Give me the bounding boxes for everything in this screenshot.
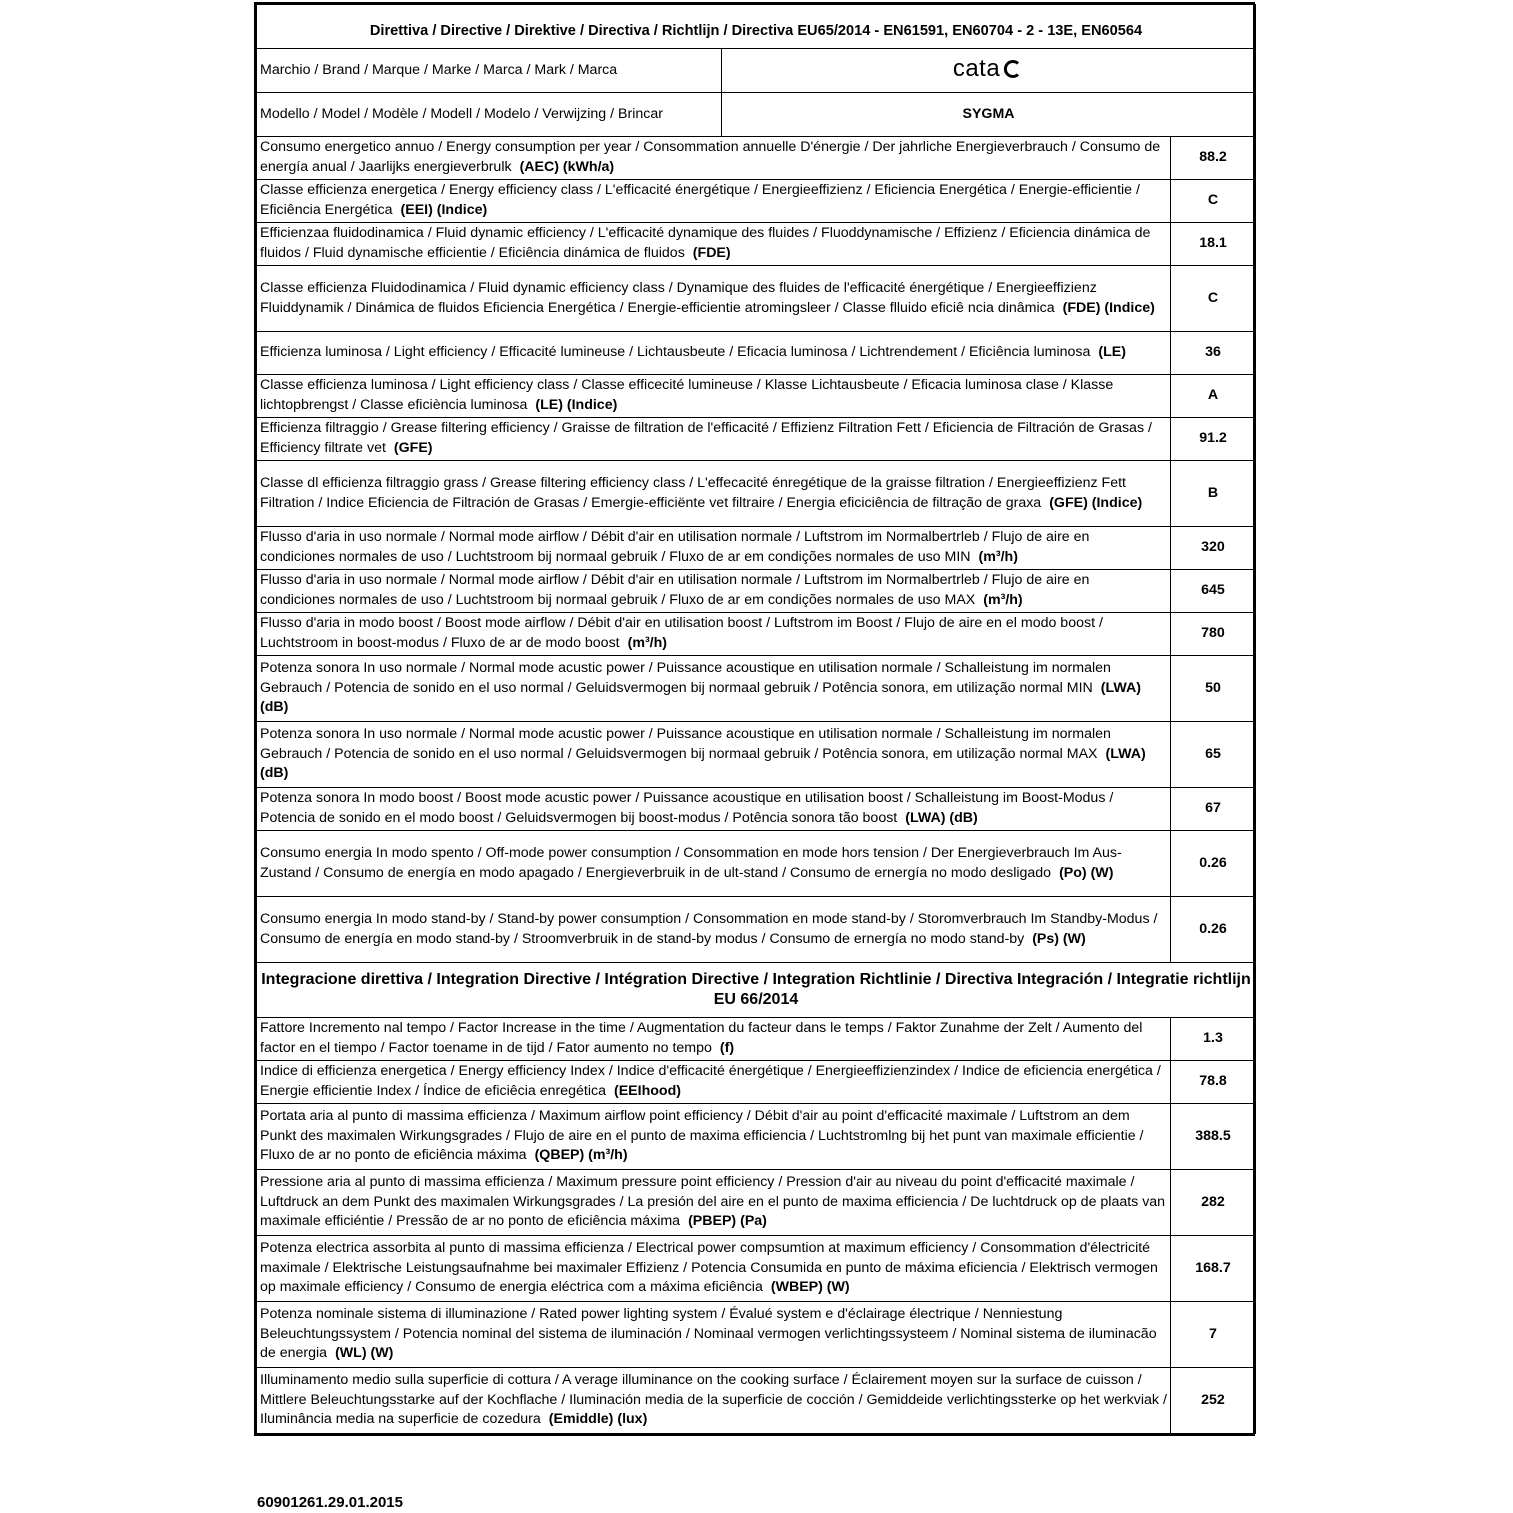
spec-label-text: Efficienza luminosa / Light efficiency / Efficacité lumineuse / Lichtausbeute / Eficacia luminosa / Lichtrendement / Eficiência luminosa <box>260 344 1091 361</box>
spec-label-text: Consumo energetico annuo / Energy consumption per year / Consommation annuelle D'énergie / Der jahrliche Energieverbrauch / Consumo de energía anual / Jaarlijks energieverbrulk <box>260 139 1161 175</box>
brand-logo <box>952 55 1024 83</box>
spec-unit: (Ps) (W) <box>1032 930 1086 947</box>
spec-row <box>257 722 1256 788</box>
spec-label <box>257 527 1171 570</box>
spec-unit: (LE) (Indice) <box>535 397 618 413</box>
spec-row <box>257 788 1256 831</box>
spec-unit: (LWA) (dB) <box>260 679 1141 716</box>
spec-row <box>257 1236 1256 1302</box>
spec-row <box>257 461 1256 527</box>
energy-label-sheet <box>254 2 1255 1436</box>
brand-cell <box>722 49 1256 93</box>
spec-label-text: Flusso d'aria in modo boost / Boost mode airflow / Débit d'air en utilisation boost / Luftstrom im Boost / Flujo de aire en el modo boost / Luchtstroom in boost-modus / Fluxo de ar de modo boost <box>260 615 1103 651</box>
spec-row <box>257 613 1256 656</box>
spec-label <box>257 897 1171 963</box>
spec-value: 282 <box>1171 1170 1256 1236</box>
spec-value: 645 <box>1171 570 1256 613</box>
spec-unit: (m³/h) <box>983 592 1023 608</box>
spec-value: 50 <box>1171 656 1256 722</box>
spec-unit: (FDE) (Indice) <box>1062 299 1155 316</box>
spec-label-text: Efficienzaa fluidodinamica / Fluid dynamic efficiency / L'efficacité dynamique des fluides / Fluoddynamische / Effizienz / Eficiencia dinámica de fluidos / Fluid dynamische efficientie / Eficiência dinámica de fluidos <box>260 225 1151 261</box>
integration-section-title: Integracione direttiva / Integration Directive / Intégration Directive / Integration Richtlinie / Directiva Integración / Integratie richtlijn EU 66/2014 <box>257 963 1256 1018</box>
spec-label <box>257 137 1171 180</box>
directive-header-row <box>257 5 1256 49</box>
spec-value: C <box>1171 266 1256 332</box>
spec-label-text: Potenza nominale sistema di illuminazione / Rated power lighting system / Évalué system e d'éclairage électrique / Nenniestung Beleuchtungssystem / Potencia nominal del sistema de iluminación / Nominaal vermogen verlichtingssysteem / Nominal sistema de iluminacão de energia <box>260 1305 1157 1362</box>
spec-value: 18.1 <box>1171 223 1256 266</box>
spec-row <box>257 418 1256 461</box>
spec-label <box>257 1368 1171 1434</box>
spec-label-text: Indice di efficienza energetica / Energy efficiency Index / Indice d'efficacité énergétique / Energieeffizienzindex / Indice de eficiencia energética / Energie efficientie Index / Índice de eficiêcia enregética <box>260 1063 1161 1099</box>
spec-row <box>257 656 1256 722</box>
spec-row <box>257 1061 1256 1104</box>
spec-row <box>257 831 1256 897</box>
spec-unit: (WBEP) (W) <box>770 1279 850 1296</box>
spec-label <box>257 1236 1171 1302</box>
spec-row <box>257 1302 1256 1368</box>
spec-label <box>257 722 1171 788</box>
brand-row <box>257 49 1256 93</box>
model-row <box>257 93 1256 137</box>
spec-value: 0.26 <box>1171 897 1256 963</box>
spec-label-text: Fattore Incremento nal tempo / Factor Increase in the time / Augmentation du facteur dans le temps / Faktor Zunahme der Zelt / Aumento del factor en el tiempo / Factor toename in de tijd / Fator aumento no tempo <box>260 1020 1143 1056</box>
spec-label <box>257 570 1171 613</box>
spec-unit: (AEC) (kWh/a) <box>519 159 615 175</box>
spec-row <box>257 1368 1256 1434</box>
spec-unit: (f) <box>719 1040 735 1056</box>
spec-row <box>257 527 1256 570</box>
spec-label-text: Classe efficienza energetica / Energy efficiency class / L'efficacité énergétique / Energieeffizienz / Eficiencia Energética / Energie-efficientie / Eficiência Energética <box>260 182 1140 218</box>
spec-row <box>257 1018 1256 1061</box>
spec-value: 78.8 <box>1171 1061 1256 1104</box>
spec-label <box>257 656 1171 722</box>
spec-value: 0.26 <box>1171 831 1256 897</box>
spec-row <box>257 570 1256 613</box>
spec-unit: (EEIhood) <box>613 1083 681 1099</box>
spec-label-text: Portata aria al punto di massima efficienza / Maximum airflow point efficiency / Débit d'air au point d'efficacité maximale / Luftstrom an dem Punkt des maximalen Wirkungsgrades / Flujo de aire en el punto de maxima efficiencia / Luchtstromlng bij het punt van maximale efficientie / Fluxo de ar no ponto de eficiência máxima <box>260 1107 1144 1164</box>
spec-label <box>257 180 1171 223</box>
spec-unit: (Po) (W) <box>1059 864 1114 881</box>
spec-label <box>257 613 1171 656</box>
spec-label <box>257 418 1171 461</box>
spec-value: 1.3 <box>1171 1018 1256 1061</box>
spec-label-text: Classe dl efficienza filtraggio grass / Grease filtering efficiency class / L'effecacité énregétique de la graisse filtration / Energieeffizienz Fett Filtration / Indice Eficiencia de Filtración de Grasas / Emergie-efficiënte vet filtraire / Energia eficiciência de filtração de graxa <box>260 474 1126 511</box>
spec-value: 7 <box>1171 1302 1256 1368</box>
spec-unit: (LE) <box>1098 344 1126 361</box>
brand-logo-text: cata <box>952 55 1001 83</box>
directive-header: Direttiva / Directive / Direktive / Directiva / Richtlijn / Directiva EU65/2014 - EN61591, EN60704 - 2 - 13E, EN60564 <box>257 5 1256 49</box>
spec-unit: (EEI) (Indice) <box>400 202 488 218</box>
spec-row <box>257 223 1256 266</box>
spec-label <box>257 266 1171 332</box>
spec-table <box>256 4 1256 1434</box>
spec-label <box>257 461 1171 527</box>
spec-label-text: Consumo energia In modo stand-by / Stand-by power consumption / Consommation en mode stand-by / Storomverbrauch Im Standby-Modus / Consumo de energía en modo stand-by / Stroomverbruik in de stand-by modus / Consumo de ernergía no modo stand-by <box>260 910 1158 947</box>
spec-label-text: Potenza sonora In uso normale / Normal mode acustic power / Puissance acoustique en utilisation normale / Schalleistung im normalen Gebrauch / Potencia de sonido en el uso normal / Geluidsvermogen bij normaal gebruik / Potência sonora, em utilização normal MIN <box>260 659 1111 696</box>
spec-value: A <box>1171 375 1256 418</box>
spec-row <box>257 137 1256 180</box>
brand-label: Marchio / Brand / Marque / Marke / Marca / Mark / Marca <box>257 49 722 93</box>
spec-label <box>257 223 1171 266</box>
spec-label <box>257 1302 1171 1368</box>
spec-unit: (PBEP) (Pa) <box>688 1213 767 1230</box>
spec-label-text: Potenza sonora In uso normale / Normal mode acustic power / Puissance acoustique en utilisation normale / Schalleistung im normalen Gebrauch / Potencia de sonido en el uso normal / Geluidsvermogen bij normaal gebruik / Potência sonora, em utilização normal MAX <box>260 725 1111 762</box>
spec-label-text: Efficienza filtraggio / Grease filtering efficiency / Graisse de filtration de l'efficacité / Effizienz Filtration Fett / Eficiencia de Filtración de Grasas / Efficiency filtrate vet <box>260 420 1152 456</box>
spec-value: 780 <box>1171 613 1256 656</box>
spec-unit: (m³/h) <box>627 635 668 651</box>
spec-row <box>257 375 1256 418</box>
spec-row <box>257 180 1256 223</box>
spec-label <box>257 375 1171 418</box>
spec-label <box>257 332 1171 375</box>
spec-label-text: Potenza sonora In modo boost / Boost mode acustic power / Puissance acoustique en utilisation boost / Schalleistung im Boost-Modus / Potencia de sonido en el modo boost / Geluidsvermogen bij boost-modus / Potência sonora tão boost <box>260 790 1114 826</box>
spec-row <box>257 897 1256 963</box>
cata-c-icon <box>1002 58 1024 80</box>
spec-unit: (Emiddle) (lux) <box>548 1411 648 1428</box>
integration-section-row <box>257 963 1256 1018</box>
spec-unit: (QBEP) (m³/h) <box>534 1147 628 1164</box>
spec-label <box>257 1170 1171 1236</box>
model-label: Modello / Model / Modèle / Modell / Modelo / Verwijzing / Brincar <box>257 93 722 137</box>
spec-value: C <box>1171 180 1256 223</box>
spec-unit: (LWA) (dB) <box>905 810 978 826</box>
spec-label-text: Illuminamento medio sulla superficie di cottura / A verage illuminance on the cooking surface / Éclairement moyen sur la surface de cuisson / Mittlere Beleuchtungsstarke auf der Kochflache / Iluminación media de la superficie de cocción / Gemiddeide verlichtingssterke op het werkviak / Iluminância media na superficie de cozedura <box>260 1371 1167 1428</box>
spec-row <box>257 1170 1256 1236</box>
spec-label-text: Classe efficienza luminosa / Light efficiency class / Classe efficecité lumineuse / Klasse Lichtausbeute / Eficacia luminosa clase / Klasse lichtopbrengst / Classe eficiència luminosa <box>260 377 1114 413</box>
spec-row <box>257 266 1256 332</box>
spec-label-text: Potenza electrica assorbita al punto di massima efficienza / Electrical power compsumtion at maximum efficiency / Consommation d'électricité maximale / Elektrische Leistungsaufnahme bei maximaler Effizienz / Potencia Consumida en punto de máxima eficiencia / Elektrisch vermogen op maximale efficiency / Consumo de energia eléctrica com a máxima eficiência <box>260 1239 1158 1296</box>
spec-label-text: Pressione aria al punto di massima efficienza / Maximum pressure point efficiency / Pression d'air au niveau du point d'efficacité maximale / Luftdruck an dem Punkt des maximalen Wirkungsgrades / La presión del aire en el punto de maxima efficiencia / De luchtdruck op de plaats van maximale efficiéntie / Pressão de ar no ponto de eficiência máxima <box>260 1173 1166 1230</box>
spec-label-text: Flusso d'aria in uso normale / Normal mode airflow / Débit d'air en utilisation normale / Luftstrom im Normalbertrleb / Flujo de aire en condiciones normales de uso / Luchtstroom bij normaal gebruik / Fluxo de ar em condições normales de uso MIN <box>260 529 1090 565</box>
spec-unit: (GFE) <box>393 440 433 456</box>
model-value: SYGMA <box>722 93 1256 137</box>
spec-value: 65 <box>1171 722 1256 788</box>
spec-label-text: Classe efficienza Fluidodinamica / Fluid dynamic efficiency class / Dynamique des fluides de l'efficacité énergétique / Energieeffizienz Fluiddynamik / Dinámica de fluidos Eficiencia Energética / Energie-efficientie atromingsleer / Classe flluido eficiê ncia dinâmica <box>260 279 1097 316</box>
spec-label-text: Consumo energia In modo spento / Off-mode power consumption / Consommation en mode hors tension / Der Energieverbrauch Im Aus-Zustand / Consumo de energía en modo apagado / Energieverbruik in de ult-stand / Consumo de ernergía no modo desligado <box>260 844 1122 881</box>
spec-value: 67 <box>1171 788 1256 831</box>
document-code: 60901261.29.01.2015 <box>257 1494 403 1511</box>
spec-value: 252 <box>1171 1368 1256 1434</box>
spec-label <box>257 1104 1171 1170</box>
spec-value: B <box>1171 461 1256 527</box>
spec-row <box>257 332 1256 375</box>
spec-label <box>257 831 1171 897</box>
spec-unit: (WL) (W) <box>335 1345 394 1362</box>
spec-row <box>257 1104 1256 1170</box>
spec-unit: (LWA) (dB) <box>260 745 1146 782</box>
spec-value: 388.5 <box>1171 1104 1256 1170</box>
spec-label <box>257 788 1171 831</box>
spec-value: 91.2 <box>1171 418 1256 461</box>
spec-label <box>257 1061 1171 1104</box>
spec-label-text: Flusso d'aria in uso normale / Normal mode airflow / Débit d'air en utilisation normale / Luftstrom im Normalbertrleb / Flujo de aire en condiciones normales de uso / Luchtstroom bij normaal gebruik / Fluxo de ar em condições normales de uso MAX <box>260 572 1090 608</box>
spec-value: 36 <box>1171 332 1256 375</box>
spec-label <box>257 1018 1171 1061</box>
spec-value: 320 <box>1171 527 1256 570</box>
spec-unit: (GFE) (Indice) <box>1049 494 1143 511</box>
spec-unit: (m³/h) <box>978 549 1018 565</box>
spec-value: 88.2 <box>1171 137 1256 180</box>
spec-unit: (FDE) <box>692 245 731 261</box>
spec-value: 168.7 <box>1171 1236 1256 1302</box>
